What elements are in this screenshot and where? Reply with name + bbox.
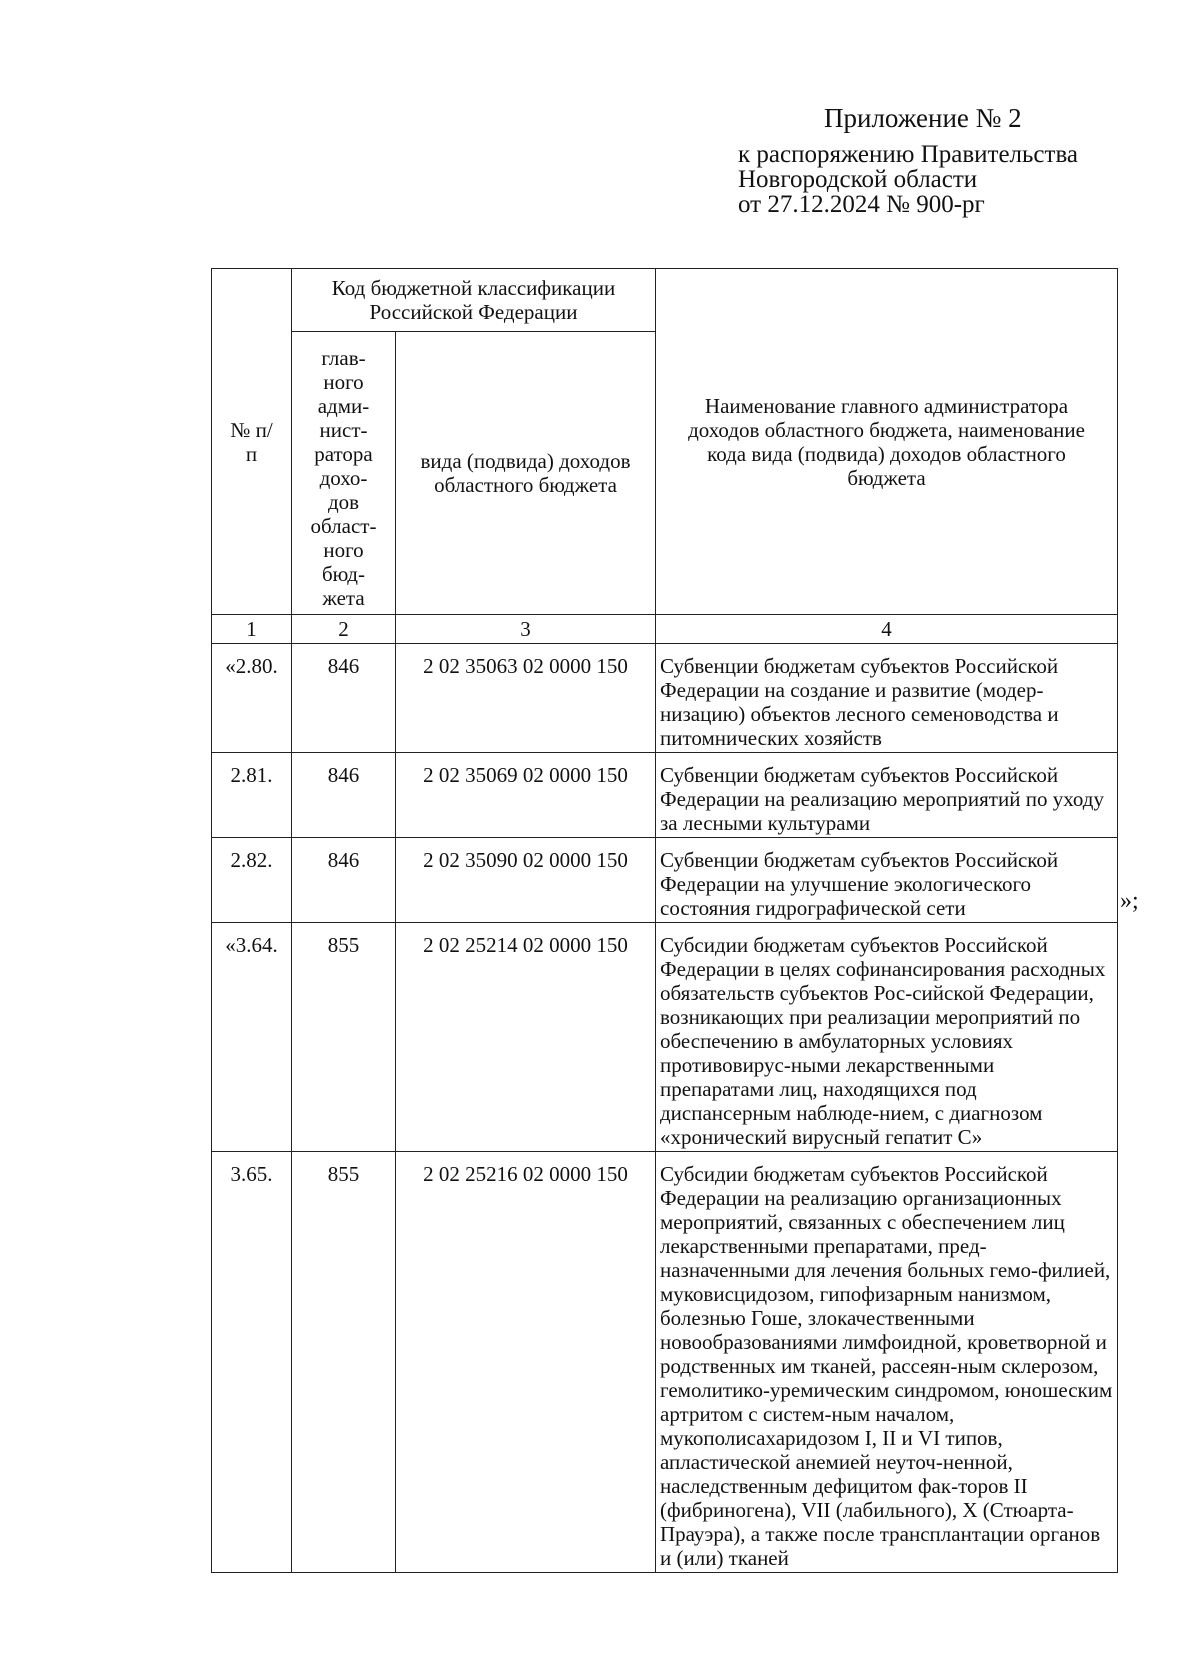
revenue-code: 2 02 25214 02 0000 150 — [396, 923, 656, 1152]
col-number-3: 3 — [396, 615, 656, 644]
admin-code: 855 — [292, 923, 396, 1152]
closing-quote-mark: »; — [1120, 888, 1139, 914]
admin-code: 855 — [292, 1152, 396, 1573]
attachment-line-2: Новгородской области — [738, 166, 978, 193]
admin-code: 846 — [292, 838, 396, 923]
attachment-line-3: от 27.12.2024 № 900-рг — [738, 191, 985, 218]
revenue-name: Субвенции бюджетам субъектов Российской Федерации на реализацию мероприятий по уходу за лесными культурами — [656, 753, 1118, 838]
row-number: «3.64. — [212, 923, 292, 1152]
attachment-reference — [738, 142, 1078, 217]
column-numbers-row — [212, 615, 1118, 644]
table-header-row-1 — [212, 269, 1118, 332]
revenue-code: 2 02 25216 02 0000 150 — [396, 1152, 656, 1573]
col-name-header: Наименование главного администратора доходов областного бюджета, наименование кода вида (подвида) доходов областного бюджета — [656, 269, 1118, 615]
table-row — [212, 644, 1118, 753]
revenue-name: Субвенции бюджетам субъектов Российской Федерации на создание и развитие (модер-низацию) объектов лесного семеноводства и питомнических хозяйств — [656, 644, 1118, 753]
revenue-code: 2 02 35069 02 0000 150 — [396, 753, 656, 838]
admin-code: 846 — [292, 753, 396, 838]
col-number-2: 2 — [292, 615, 396, 644]
revenue-name: Субвенции бюджетам субъектов Российской Федерации на улучшение экологического состояния гидрографической сети — [656, 838, 1118, 923]
table-row — [212, 753, 1118, 838]
col-code-header: вида (подвида) доходов областного бюджета — [396, 332, 656, 615]
attachment-title: Приложение № 2 — [824, 103, 1022, 133]
revenue-code: 2 02 35090 02 0000 150 — [396, 838, 656, 923]
table-row — [212, 1152, 1118, 1573]
row-number: 2.81. — [212, 753, 292, 838]
col-num-header: № п/п — [212, 269, 292, 615]
table-row — [212, 838, 1118, 923]
row-number: 3.65. — [212, 1152, 292, 1573]
revenue-code: 2 02 35063 02 0000 150 — [396, 644, 656, 753]
col-number-1: 1 — [212, 615, 292, 644]
revenue-name: Субсидии бюджетам субъектов Российской Федерации на реализацию организационных мероприятий, связанных с обеспечением лиц лекарственными препаратами, пред-назначенными для лечения больных гемо-филией, муковисцидозом, гипофизарным нанизмом, болезнью Гоше, злокачественными новообразованиями лимфоидной, кроветворной и родственных им тканей, рассеян-ным склерозом, гемолитико-уремическим синдромом, юношеским артритом с систем-ным началом, мукополисахаридозом I, II и VI типов, апластической анемией неуточ-ненной, наследственным дефицитом фак-торов II (фибриногена), VII (лабильного), X (Стюарта-Прауэра), а также после трансплантации органов и (или) тканей — [656, 1152, 1118, 1573]
admin-code: 846 — [292, 644, 396, 753]
row-number: «2.80. — [212, 644, 292, 753]
budget-classification-table — [211, 268, 1118, 1573]
table-row — [212, 923, 1118, 1152]
col-admin-header: глав-ного адми-нист-ратора дохо-дов област-ного бюд-жета — [292, 332, 396, 615]
col-number-4: 4 — [656, 615, 1118, 644]
revenue-name: Субсидии бюджетам субъектов Российской Федерации в целях софинансирования расходных обязательств субъектов Рос-сийской Федерации, возникающих при реализации мероприятий по обеспечению в амбулаторных условиях противовирус-ными лекарственными препаратами лиц, находящихся под диспансерным наблюде-нием, с диагнозом «хронический вирусный гепатит С» — [656, 923, 1118, 1152]
group-header: Код бюджетной классификации Российской Федерации — [292, 269, 656, 332]
row-number: 2.82. — [212, 838, 292, 923]
attachment-line-1: к распоряжению Правительства — [738, 141, 1079, 168]
